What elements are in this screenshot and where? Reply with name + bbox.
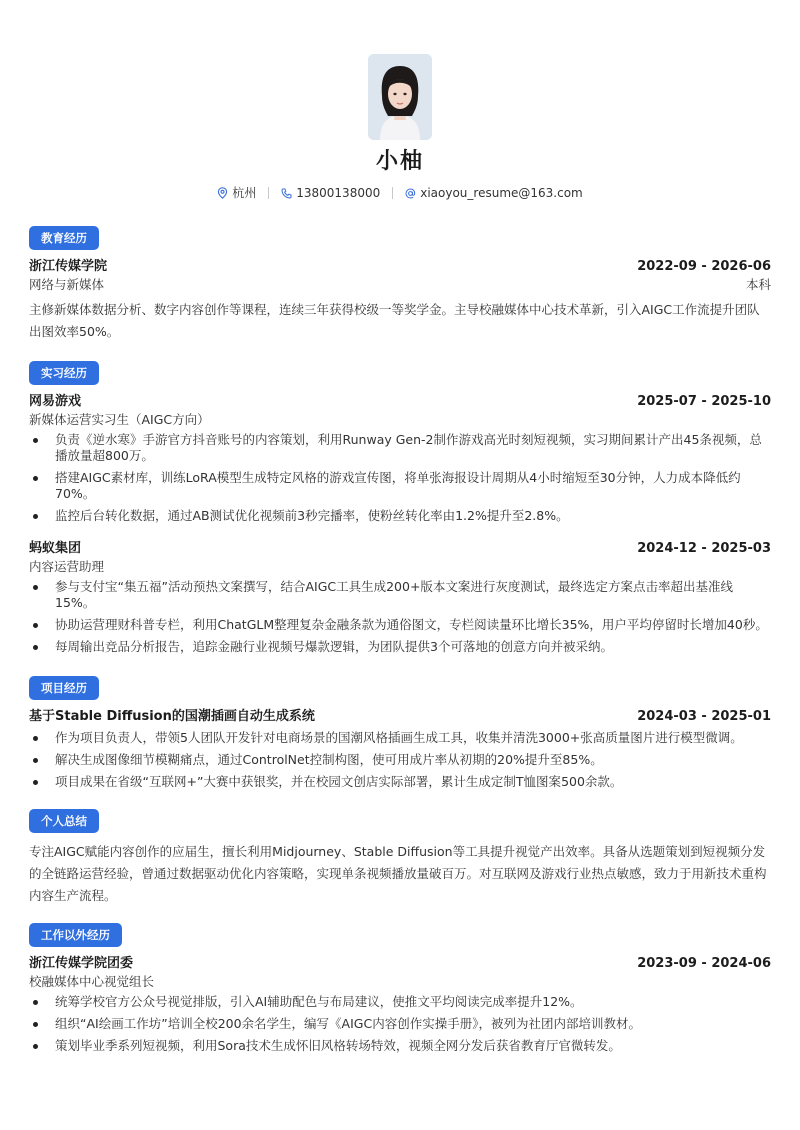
education-period: 2022-09 - 2026-06 <box>637 259 771 274</box>
list-item: 项目成果在省级“互联网+”大赛中获银奖，并在校园文创店实际部署，累计生成定制T恤图案500余款。 <box>29 774 771 790</box>
section-internships <box>29 361 771 655</box>
project-head <box>29 708 771 726</box>
candidate-name: 小柚 <box>375 149 424 174</box>
section-title-summary: 个人总结 <box>29 809 99 833</box>
degree: 本科 <box>745 277 771 292</box>
section-title-internships: 实习经历 <box>29 361 99 385</box>
section-extra <box>29 923 771 1054</box>
internship-period: 2025-07 - 2025-10 <box>637 394 771 409</box>
extra-period: 2023-09 - 2024-06 <box>637 956 771 971</box>
list-item: 作为项目负责人，带领5人团队开发针对电商场景的国潮风格插画生成工具，收集并清洗3000+张高质量图片进行模型微调。 <box>29 730 771 746</box>
list-item: 解决生成图像细节模糊痛点，通过ControlNet控制构图，使可用成片率从初期的20%提升至85%。 <box>29 752 771 768</box>
extra-item <box>29 955 771 1054</box>
role-text: 内容运营助理 <box>29 559 105 574</box>
company-name: 蚂蚁集团 <box>29 541 82 556</box>
extra-head <box>29 955 771 973</box>
internship-bullets <box>29 579 771 655</box>
section-title-education: 教育经历 <box>29 226 99 250</box>
section-education <box>29 226 771 343</box>
internship-bullets <box>29 432 771 524</box>
resume-header <box>29 0 771 201</box>
list-item: 监控后台转化数据，通过AB测试优化视频前3秒完播率，使粉丝转化率由1.2%提升至2.8%。 <box>29 508 771 524</box>
project-period: 2024-03 - 2025-01 <box>637 709 771 724</box>
list-item: 统筹学校官方公众号视觉排版，引入AI辅助配色与布局建议，使推文平均阅读完成率提升12%。 <box>29 994 771 1010</box>
section-projects <box>29 676 771 790</box>
section-title-projects: 项目经历 <box>29 676 99 700</box>
summary-text: 专注AIGC赋能内容创作的应届生，擅长利用Midjourney、Stable Diffusion等工具提升视觉产出效率。具备从选题策划到短视频分发的全链路运营经验，曾通过数据驱动优化内容策略，实现单条视频播放量破百万。对互联网及游戏行业热点敏感，致力于用新技术重构内容生产流程。 <box>29 844 767 903</box>
contact-row <box>29 185 771 201</box>
phone-icon <box>281 188 292 199</box>
major: 网络与新媒体 <box>29 277 105 292</box>
internship-item <box>29 540 771 655</box>
extra-bullets <box>29 994 771 1054</box>
internship-head <box>29 393 771 411</box>
contact-divider <box>392 187 393 199</box>
list-item: 每周输出竞品分析报告，追踪金融行业视频号爆款逻辑，为团队提供3个可落地的创意方向并被采纳。 <box>29 639 771 655</box>
profile-photo <box>368 54 432 140</box>
phone-text: 13800138000 <box>296 186 381 200</box>
email-text: xiaoyou_resume@163.com <box>420 186 583 200</box>
section-summary <box>29 809 771 907</box>
education-description: 主修新媒体数据分析、数字内容创作等课程，连续三年获得校级一等奖学金。主导校融媒体中心技术革新，引入AIGC工作流提升团队出图效率50%。 <box>29 302 760 339</box>
contact-email <box>405 185 583 201</box>
school-name: 浙江传媒学院 <box>29 259 108 274</box>
company-name: 网易游戏 <box>29 394 82 409</box>
section-title-extra: 工作以外经历 <box>29 923 122 947</box>
internship-item <box>29 393 771 524</box>
education-sub <box>29 276 771 293</box>
list-item: 搭建AIGC素材库，训练LoRA模型生成特定风格的游戏宣传图，将单张海报设计周期从4小时缩短至30分钟，人力成本降低约70%。 <box>29 470 771 502</box>
extra-role <box>29 973 771 990</box>
org-name: 浙江传媒学院团委 <box>29 956 134 971</box>
list-item: 协助运营理财科普专栏，利用ChatGLM整理复杂金融条款为通俗图文，专栏阅读量环比增长35%，用户平均停留时长增加40秒。 <box>29 617 771 633</box>
project-bullets <box>29 730 771 790</box>
internship-head <box>29 540 771 558</box>
role-text: 新媒体运营实习生（AIGC方向） <box>29 412 210 427</box>
internship-period: 2024-12 - 2025-03 <box>637 541 771 556</box>
list-item: 组织“AI绘画工作坊”培训全校200余名学生，编写《AIGC内容创作实操手册》，被列为社团内部培训教材。 <box>29 1016 771 1032</box>
contact-city <box>217 185 256 201</box>
role-text: 校融媒体中心视觉组长 <box>29 974 155 989</box>
contact-divider <box>268 187 269 199</box>
location-pin-icon <box>217 187 228 199</box>
city-text: 杭州 <box>232 186 257 200</box>
at-sign-icon <box>405 188 416 199</box>
list-item: 参与支付宝“集五福”活动预热文案撰写，结合AIGC工具生成200+版本文案进行灰度测试，最终选定方案点击率超出基准线15%。 <box>29 579 771 611</box>
internship-role <box>29 558 771 575</box>
internship-role <box>29 411 771 428</box>
list-item: 策划毕业季系列短视频，利用Sora技术生成怀旧风格转场特效，视频全网分发后获省教育厅官微转发。 <box>29 1038 771 1054</box>
project-name: 基于Stable Diffusion的国潮插画自动生成系统 <box>29 709 315 724</box>
project-item <box>29 708 771 790</box>
education-head <box>29 258 771 276</box>
contact-phone <box>281 185 380 201</box>
list-item: 负责《逆水寒》手游官方抖音账号的内容策划，利用Runway Gen-2制作游戏高光时刻短视频，实习期间累计产出45条视频，总播放量超800万。 <box>29 432 771 464</box>
